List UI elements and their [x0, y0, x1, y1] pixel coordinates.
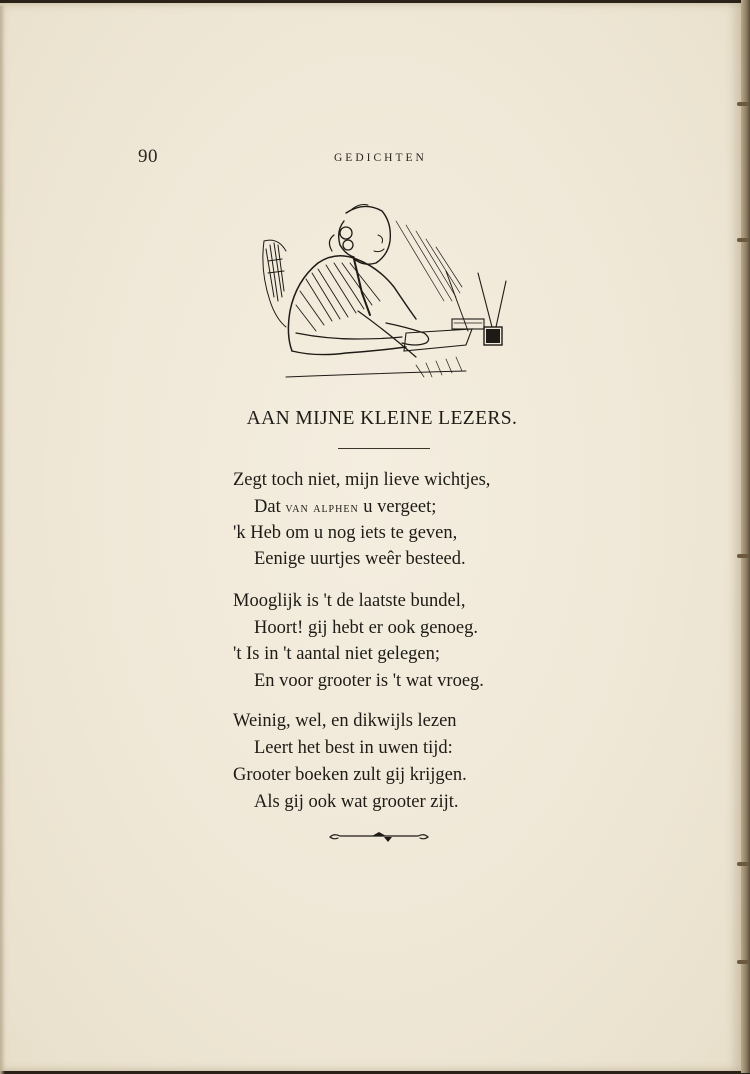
poem-line: Weinig, wel, en dikwijls lezen	[233, 711, 457, 731]
page-edge	[741, 0, 750, 1073]
poem-line: Mooglijk is 't de laatste bundel,	[233, 591, 466, 611]
binding-tab	[737, 238, 749, 242]
poem-line	[254, 497, 436, 518]
poem-line: Leert het best in uwen tijd:	[254, 738, 453, 758]
line-pre: Dat	[254, 497, 286, 517]
poem-line: Als gij ook wat grooter zijt.	[254, 792, 459, 812]
poem-line: Zegt toch niet, mijn lieve wichtjes,	[233, 470, 491, 490]
poem-line: 't Is in 't aantal niet gelegen;	[233, 644, 441, 664]
binding-tab	[737, 960, 749, 964]
poem-title: AAN MIJNE KLEINE LEZERS.	[246, 408, 518, 429]
tailpiece-ornament-icon	[328, 829, 430, 845]
man-writing-illustration	[256, 201, 520, 383]
page-gutter-shadow	[0, 6, 5, 1074]
poem-line: 'k Heb om u nog iets te geven,	[233, 523, 458, 543]
poem-line: Hoort! gij hebt er ook genoeg.	[254, 618, 478, 638]
book-page	[0, 3, 741, 1071]
title-rule	[338, 448, 430, 449]
page-number: 90	[138, 146, 158, 167]
binding-tab	[737, 862, 749, 866]
poem-line: Grooter boeken zult gij krijgen.	[233, 765, 467, 785]
poem-line: Eenige uurtjes weêr besteed.	[254, 549, 466, 569]
line-post: u vergeet;	[358, 497, 437, 517]
binding-tab	[737, 554, 749, 558]
binding-tab	[737, 102, 749, 106]
poem-line: En voor grooter is 't wat vroeg.	[254, 671, 484, 691]
running-title: GEDICHTEN	[334, 152, 427, 164]
author-name-small-caps: van alphen	[285, 501, 359, 516]
